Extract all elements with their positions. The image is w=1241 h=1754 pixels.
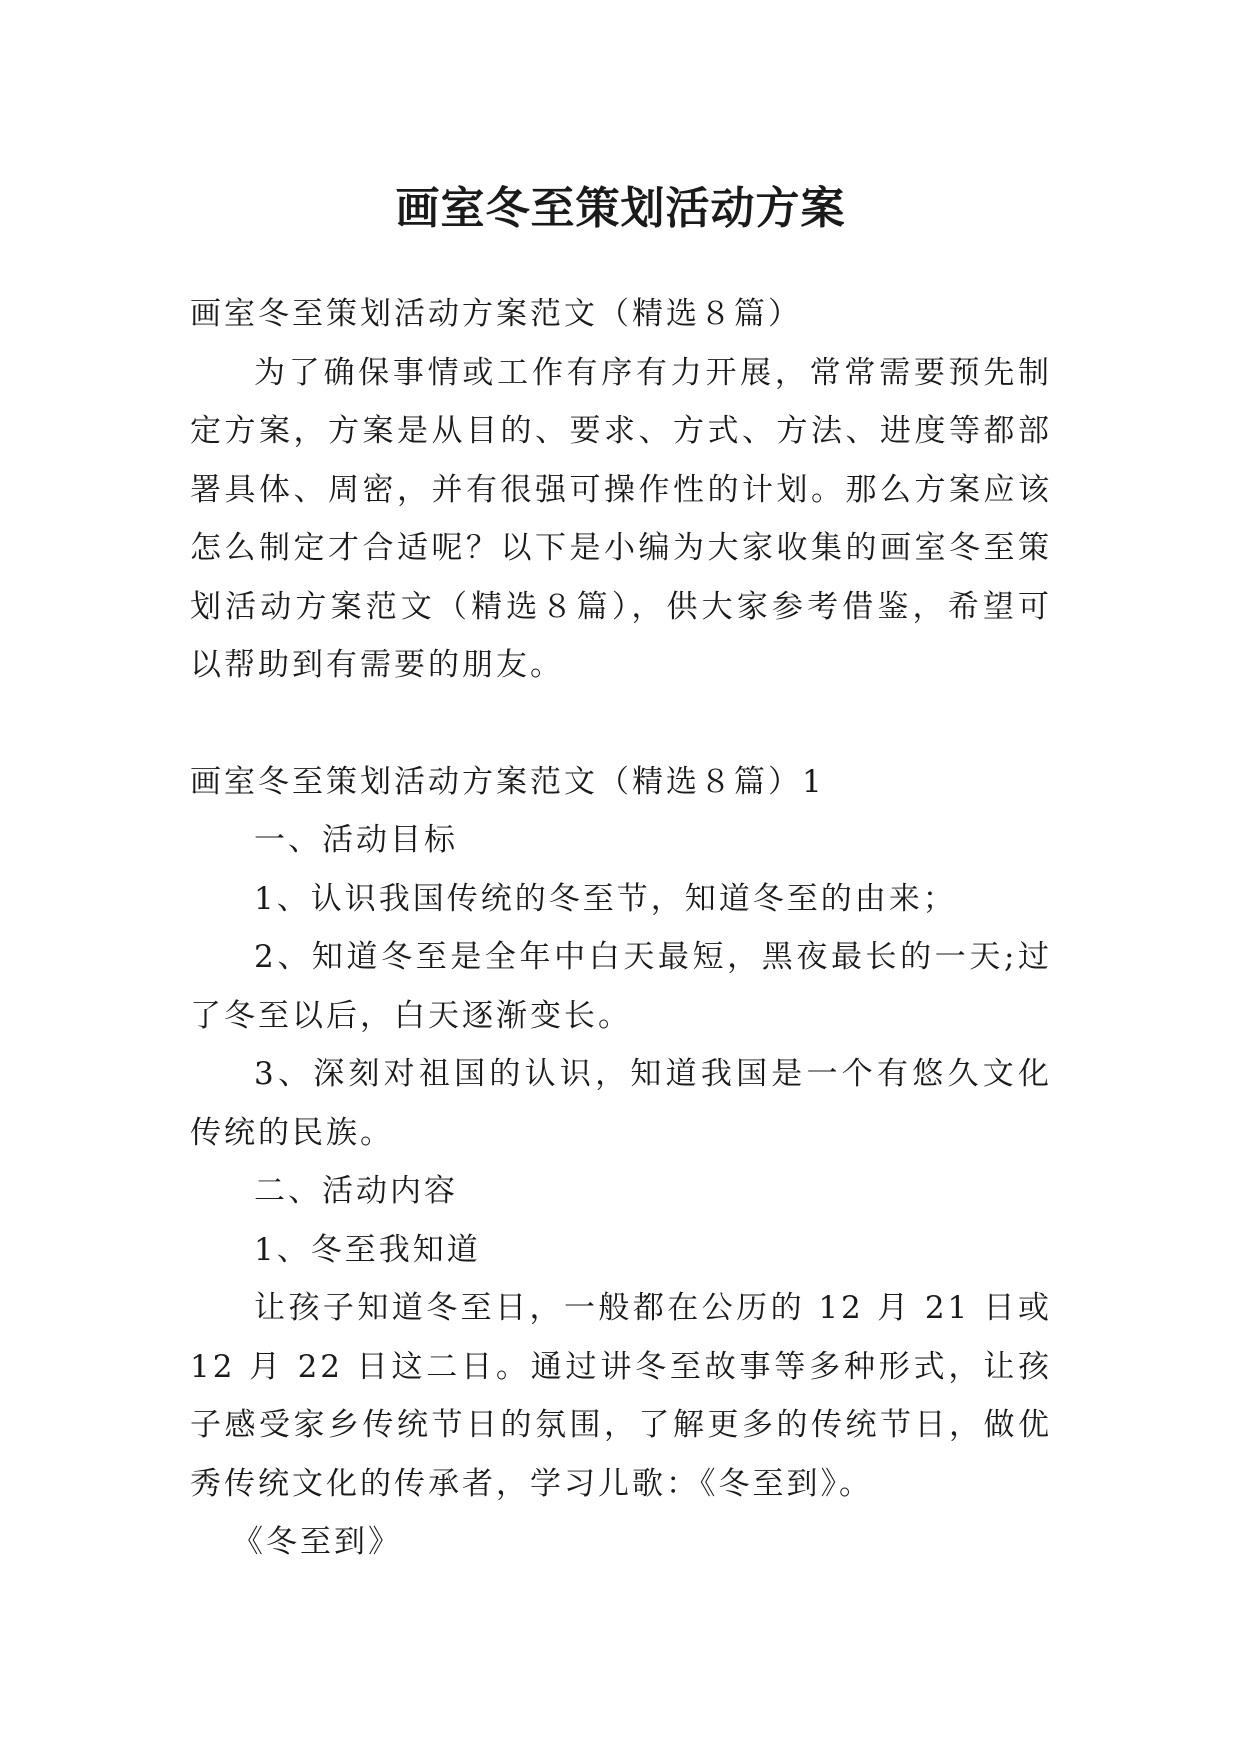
document-body (190, 285, 1052, 1572)
document-title: 画室冬至策划活动方案 (395, 183, 846, 235)
goal-item-3: 3、深刻对祖国的认识，知道我国是一个有悠久文化传统的民族。 (190, 1056, 1052, 1151)
document-subtitle: 画室冬至策划活动方案范文（精选８篇） (190, 296, 802, 332)
goal-item-1: 1、认识我国传统的冬至节，知道冬至的由来； (254, 880, 957, 917)
goal-heading: 一、活动目标 (254, 822, 458, 858)
content-item-text: 让孩子知道冬至日，一般都在公历的 12 月 21 日或 12 月 22 日这二日。通过讲冬至故事等多种形式，让孩子感受家乡传统节日的氛围，了解更多的传统节日，做优秀传统文化的传承者，学习儿歌：《冬至到》。 (190, 1290, 1052, 1502)
content-item-heading: 1、冬至我知道 (254, 1231, 481, 1268)
intro-paragraph: 为了确保事情或工作有序有力开展，常常需要预先制定方案，方案是从目的、要求、方式、方法、进度等都部署具体、周密，并有很强可操作性的计划。那么方案应该怎么制定才合适呢？以下是小编为大家收集的画室冬至策划活动方案范文（精选８篇），供大家参考借鉴，希望可以帮助到有需要的朋友。 (190, 354, 1052, 683)
poem-title: 《冬至到》 (232, 1524, 402, 1560)
content-heading: 二、活动内容 (254, 1173, 458, 1209)
section-heading: 画室冬至策划活动方案范文（精选８篇）1 (190, 763, 825, 800)
goal-item-2: 2、知道冬至是全年中白天最短，黑夜最长的一天;过了冬至以后，白天逐渐变长。 (190, 939, 1052, 1034)
paragraph-gap (190, 695, 1052, 753)
